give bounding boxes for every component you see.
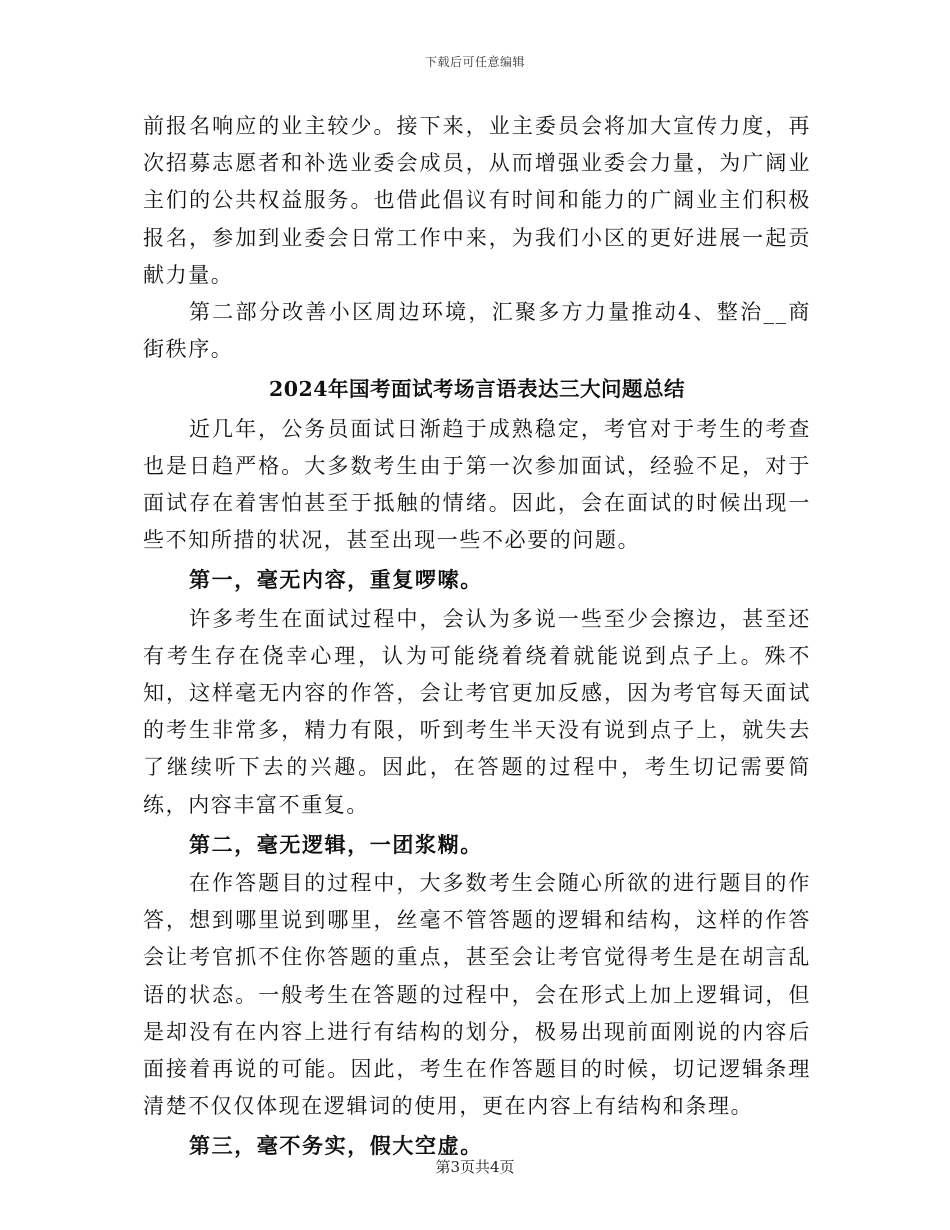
paragraph-point-one: 许多考生在面试过程中，会认为多说一些至少会擦边，甚至还有考生存在侥幸心理，认为可能绕着绕着就能说到点子上。殊不知，这样毫无内容的作答，会让考官更加反感，因为考官每天面试的考生非常多，精力有限，听到考生半天没有说到点子上，就失去了继续听下去的兴趣。因此，在答题的过程中，考生切记需要简练，内容丰富不重复。: [143, 606, 811, 817]
paragraph-intro: 近几年，公务员面试日渐趋于成熟稳定，考官对于考生的考查也是日趋严格。大多数考生由于第一次参加面试，经验不足，对于面试存在着害怕甚至于抵触的情绪。因此，会在面试的时候出现一些不知所措的状况，甚至出现一些不必要的问题。: [143, 416, 811, 553]
page-header: 下载后可任意编辑: [424, 55, 525, 69]
paragraph-point-two: 在作答题目的过程中，大多数考生会随心所欲的进行题目的作答，想到哪里说到哪里，丝毫不管答题的逻辑和结构，这样的作答会让考官抓不住你答题的重点，甚至会让考官觉得考生是在胡言乱语的状态。一般考生在答题的过程中，会在形式上加上逻辑词，但是却没有在内容上进行有结构的划分，极易出现前面刚说的内容后面接着再说的可能。因此，考生在作答题目的时候，切记逻辑条理清楚不仅仅体现在逻辑词的使用，更在内容上有结构和条理。: [143, 871, 811, 1119]
paragraph-continuation: 前报名响应的业主较少。接下来，业主委员会将加大宣传力度，再次招募志愿者和补选业委会成员，从而增强业委会力量，为广阔业主们的公共权益服务。也借此倡议有时间和能力的广阔业主们积极报名，参加到业委会日常工作中来，为我们小区的更好进展一起贡献力量。: [143, 114, 811, 287]
heading-point-three: 第三，毫不务实，假大空虚。: [189, 1133, 483, 1159]
article-title: 2024年国考面试考场言语表达三大问题总结: [268, 377, 686, 402]
document-body: [143, 108, 811, 1167]
paragraph-part-two: 第二部分改善小区周边环境，汇聚多方力量推动4、整治__商街秩序。: [143, 300, 811, 362]
page-number: 第3页共4页: [435, 1158, 515, 1176]
heading-point-one: 第一，毫无内容，重复啰嗦。: [189, 567, 483, 593]
heading-point-two: 第二，毫无逻辑，一团浆糊。: [189, 831, 483, 857]
